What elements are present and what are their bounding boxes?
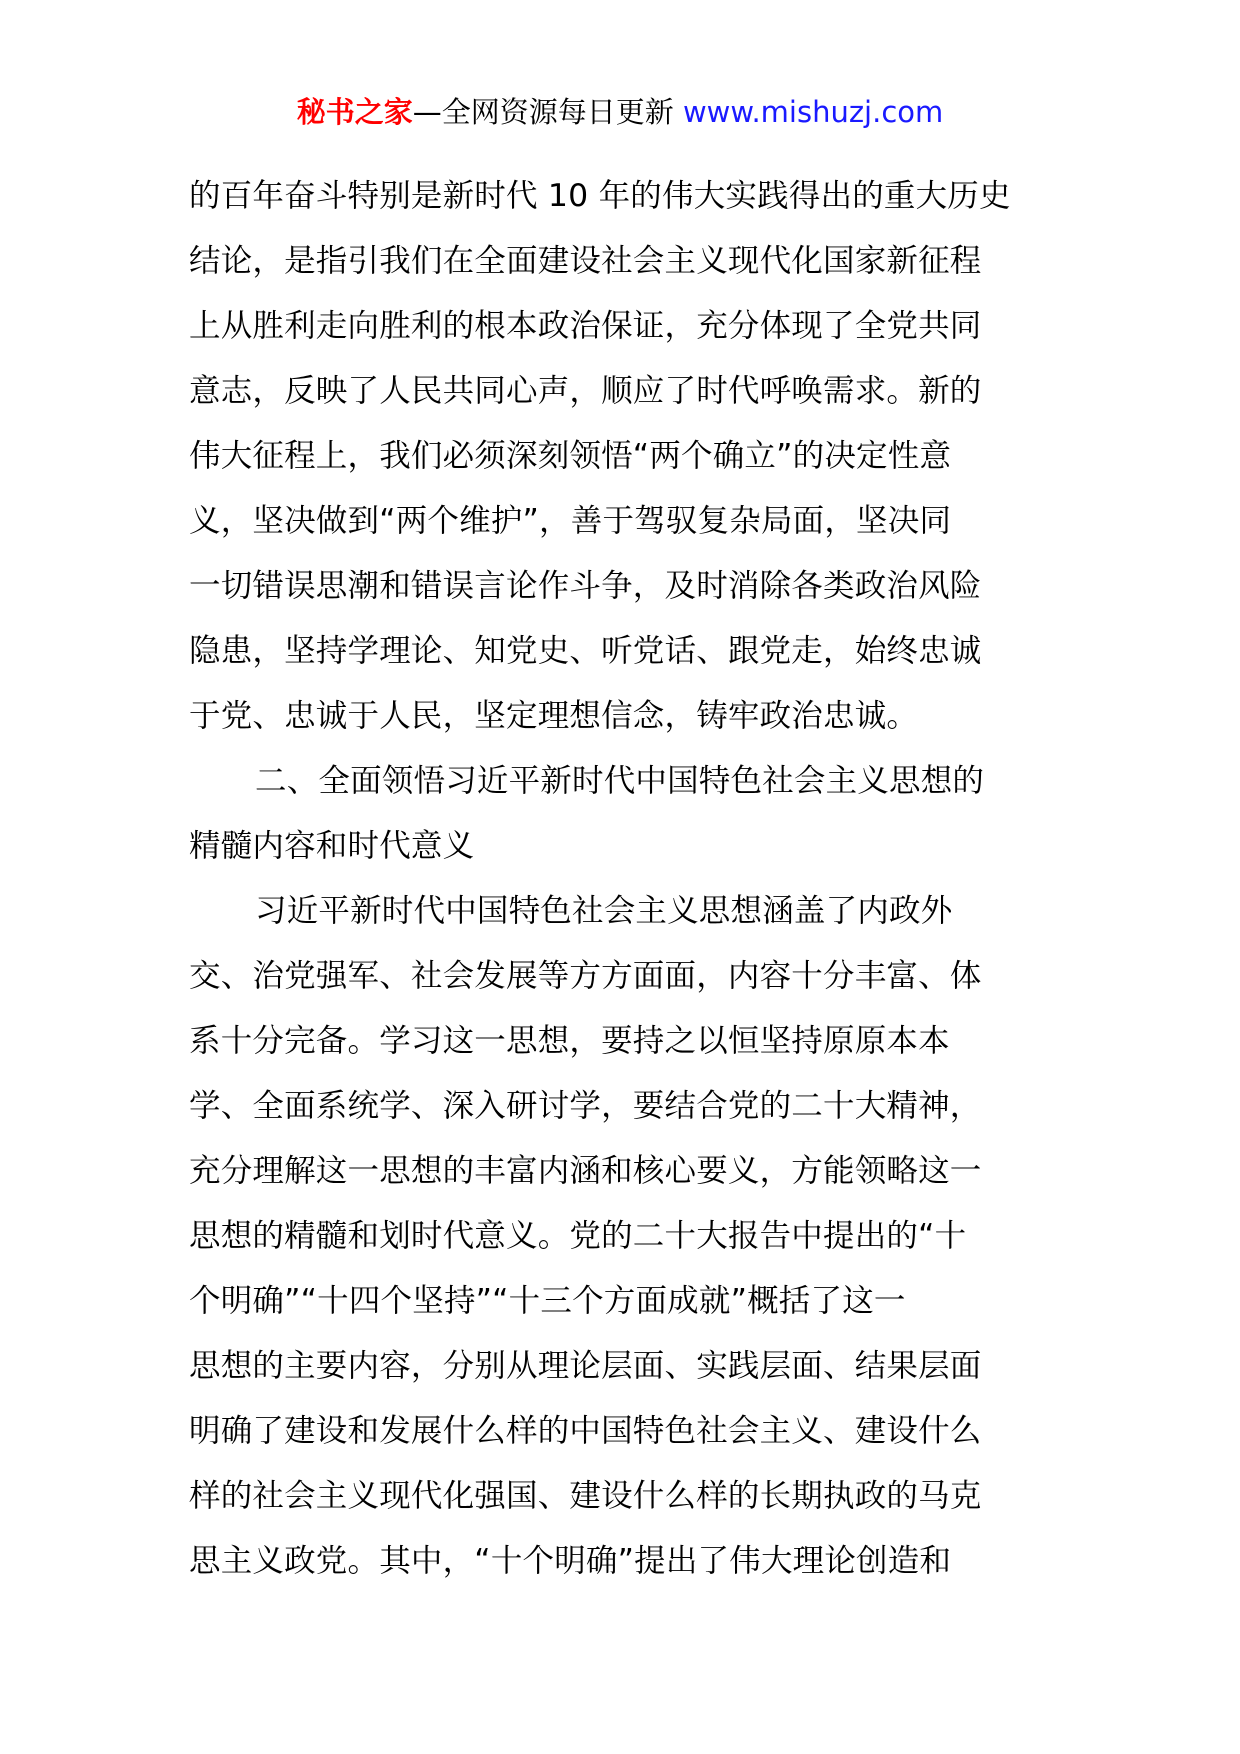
text-line: 明确了建设和发展什么样的中国特色社会主义、建设什么 (189, 1413, 982, 1449)
section-heading-line: 精髓内容和时代意义 (189, 828, 475, 864)
page-header (0, 92, 1240, 132)
text-line: 思想的主要内容，分别从理论层面、实践层面、结果层面 (189, 1348, 982, 1384)
text-line: 意志，反映了人民共同心声，顺应了时代呼唤需求。新的 (189, 373, 982, 409)
text-line: 个明确”“十四个坚持”“十三个方面成就”概括了这一 (189, 1283, 906, 1319)
text-line: 思主义政党。其中，“十个明确”提出了伟大理论创造和 (189, 1543, 952, 1579)
text-line: 伟大征程上，我们必须深刻领悟“两个确立”的决定性意 (189, 438, 952, 474)
site-url-link[interactable]: www.mishuzj.com (682, 95, 944, 129)
brand-name: 秘书之家 (296, 95, 413, 129)
text-line: 习近平新时代中国特色社会主义思想涵盖了内政外 (255, 893, 953, 929)
text-line: 的百年奋斗特别是新时代 10 年的伟大实践得出的重大历史 (189, 178, 1011, 214)
header-tagline: —全网资源每日更新 (412, 95, 683, 129)
text-line: 样的社会主义现代化强国、建设什么样的长期执政的马克 (189, 1478, 982, 1514)
section-heading-line: 二、全面领悟习近平新时代中国特色社会主义思想的 (255, 763, 985, 799)
text-line: 系十分完备。学习这一思想，要持之以恒坚持原原本本 (189, 1023, 950, 1059)
text-line: 义，坚决做到“两个维护”，善于驾驭复杂局面，坚决同 (189, 503, 952, 539)
text-line: 学、全面系统学、深入研讨学，要结合党的二十大精神， (189, 1088, 982, 1124)
text-line: 于党、忠诚于人民，坚定理想信念，铸牢政治忠诚。 (189, 698, 919, 734)
text-line: 结论，是指引我们在全面建设社会主义现代化国家新征程 (189, 243, 982, 279)
text-line: 思想的精髓和划时代意义。党的二十大报告中提出的“十 (189, 1218, 967, 1254)
document-body (189, 164, 1069, 1594)
text-line: 一切错误思潮和错误言论作斗争，及时消除各类政治风险 (189, 568, 982, 604)
text-line: 上从胜利走向胜利的根本政治保证，充分体现了全党共同 (189, 308, 982, 344)
text-line: 隐患，坚持学理论、知党史、听党话、跟党走，始终忠诚 (189, 633, 982, 669)
text-line: 交、治党强军、社会发展等方方面面，内容十分丰富、体 (189, 958, 982, 994)
text-line: 充分理解这一思想的丰富内涵和核心要义，方能领略这一 (189, 1153, 982, 1189)
